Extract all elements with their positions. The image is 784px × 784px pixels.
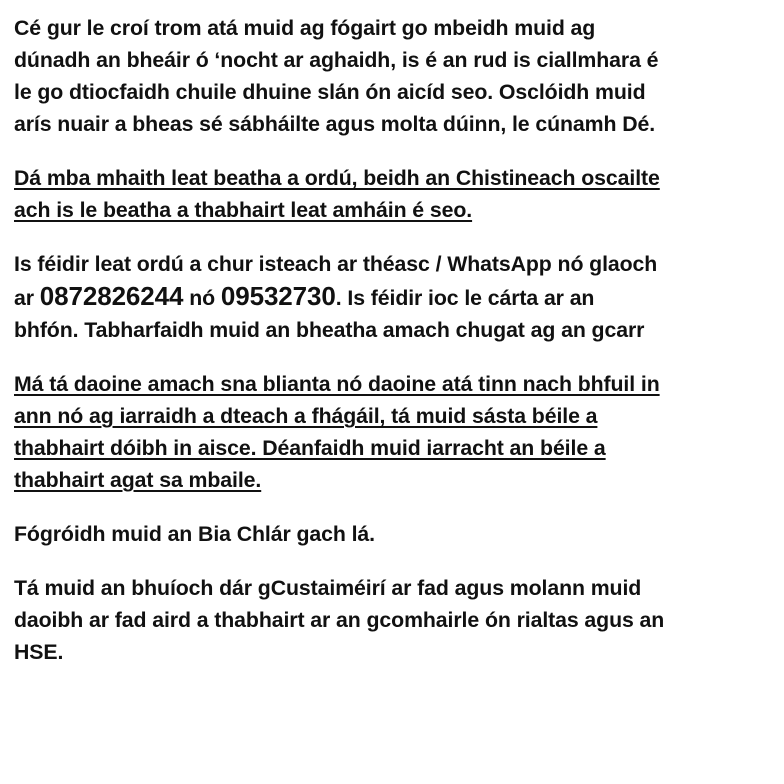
text-line: Dá mba mhaith leat beatha a ordú, beidh an Chistineach oscailte	[14, 166, 660, 190]
paragraph-ordering	[14, 248, 780, 346]
text-line: ach is le beatha a thabhairt leat amháin é seo.	[14, 198, 473, 222]
paragraph-free-meals	[14, 368, 780, 496]
text-line: le go dtiocfaidh chuile dhuine slán ón aicíd seo. Osclóidh muid	[14, 80, 646, 104]
text-fragment: nó	[189, 286, 216, 310]
text-line: Tá muid an bhuíoch dár gCustaiméirí ar fad agus molann muid	[14, 576, 642, 600]
phone-number-landline: 09532730	[220, 281, 336, 311]
text-line: Is féidir leat ordú a chur isteach ar théasc / WhatsApp nó glaoch	[14, 252, 658, 276]
text-line: ann nó ag iarraidh a dteach a fhágáil, tá muid sásta béile a	[14, 404, 598, 428]
text-fragment: . Is féidir ioc le cárta ar an	[335, 286, 595, 310]
text-line: daoibh ar fad aird a thabhairt ar an gcomhairle ón rialtas agus an	[14, 608, 665, 632]
text-line: arís nuair a bheas sé sábháilte agus molta dúinn, le cúnamh Dé.	[14, 112, 656, 136]
paragraph-thanks	[14, 572, 780, 668]
closure-notice	[14, 12, 780, 690]
text-line: thabhairt agat sa mbaile.	[14, 468, 262, 492]
text-line: Má tá daoine amach sna blianta nó daoine atá tinn nach bhfuil in	[14, 372, 660, 396]
phone-number-mobile: 0872826244	[39, 281, 184, 311]
text-line: dúnadh an bheáir ó ‘nocht ar aghaidh, is é an rud is ciallmhara é	[14, 48, 659, 72]
text-line: Cé gur le croí trom atá muid ag fógairt go mbeidh muid ag	[14, 16, 596, 40]
paragraph-closure	[14, 12, 780, 140]
text-fragment: ar	[14, 286, 34, 310]
text-line: Fógróidh muid an Bia Chlár gach lá.	[14, 522, 375, 546]
text-line: thabhairt dóibh in aisce. Déanfaidh muid iarracht an béile a	[14, 436, 606, 460]
text-line: HSE.	[14, 640, 64, 664]
text-line: bhfón. Tabharfaidh muid an bheatha amach chugat ag an gcarr	[14, 318, 645, 342]
text-line-phones	[14, 280, 780, 314]
paragraph-menu	[14, 518, 780, 550]
paragraph-takeaway	[14, 162, 780, 226]
